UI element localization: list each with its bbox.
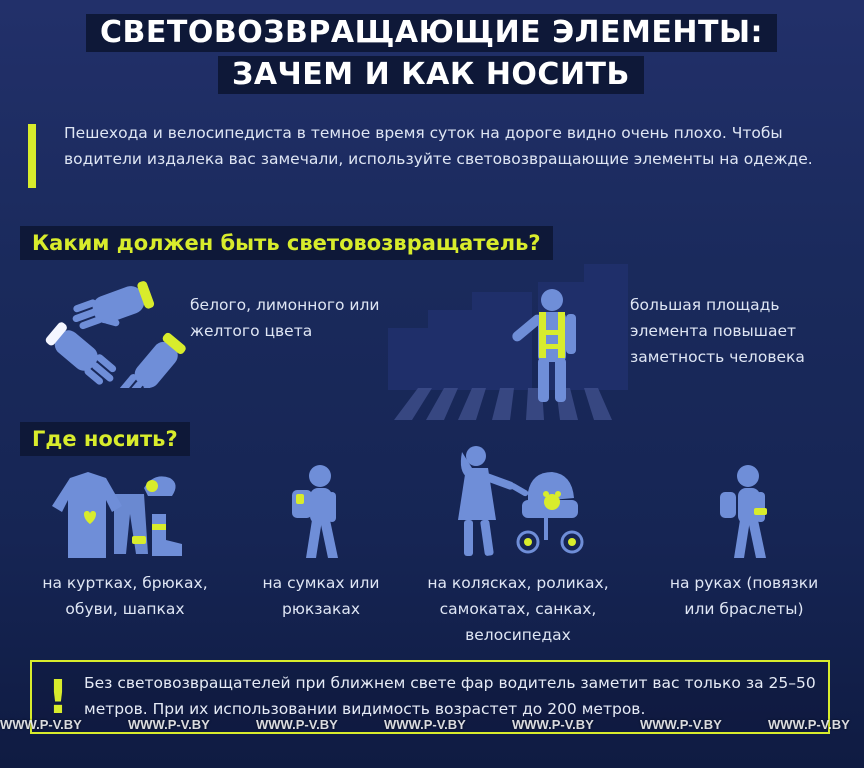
title-line-1: СВЕТОВОЗВРАЩАЮЩИЕ ЭЛЕМЕНТЫ:	[86, 14, 777, 52]
where-label-bags: на сумках или рюкзаках	[262, 574, 380, 618]
intro-text: Пешехода и велосипедиста в темное время суток на дороге видно очень плохо. Чтобы водители издалека вас замечали, используйте световозвращающие элементы на одежде.	[64, 124, 813, 168]
warning-text: Без световозвращателей при ближнем свете фар водитель заметит вас только за 25–50 метров. При их использовании видимость возрастет до 200 метров.	[84, 674, 816, 718]
section-heading-what: Каким должен быть световозвращатель?	[20, 226, 553, 260]
gloves-icon	[34, 272, 194, 388]
watermark: WWW.P-V.BY	[128, 717, 210, 732]
child-backpack-icon	[282, 462, 352, 564]
watermark: WWW.P-V.BY	[0, 717, 82, 732]
where-label-clothing: на куртках, брюках, обуви, шапках	[42, 574, 208, 618]
stroller-icon	[448, 442, 588, 564]
color-label: белого, лимонного или желтого цвета	[190, 296, 380, 340]
watermark: WWW.P-V.BY	[512, 717, 594, 732]
where-label-vehicles: на колясках, роликах, самокатах, санках, велосипедах	[427, 574, 609, 644]
accent-bar	[28, 124, 36, 188]
where-label-arms: на руках (повязки или браслеты)	[669, 574, 819, 618]
exclamation-icon: !	[47, 670, 69, 724]
pedestrian-vest-icon	[388, 262, 628, 426]
watermark: WWW.P-V.BY	[384, 717, 466, 732]
watermark: WWW.P-V.BY	[768, 717, 850, 732]
child-armband-icon	[716, 462, 786, 564]
watermark-strip	[0, 714, 864, 736]
watermark: WWW.P-V.BY	[256, 717, 338, 732]
section-heading-where: Где носить?	[20, 422, 190, 456]
clothing-icon	[48, 470, 198, 564]
intro-block	[28, 120, 828, 192]
watermark: WWW.P-V.BY	[640, 717, 722, 732]
title-line-2: ЗАЧЕМ И КАК НОСИТЬ	[218, 56, 644, 94]
area-label: большая площадь элемента повышает заметность человека	[630, 296, 805, 366]
title	[86, 14, 772, 100]
